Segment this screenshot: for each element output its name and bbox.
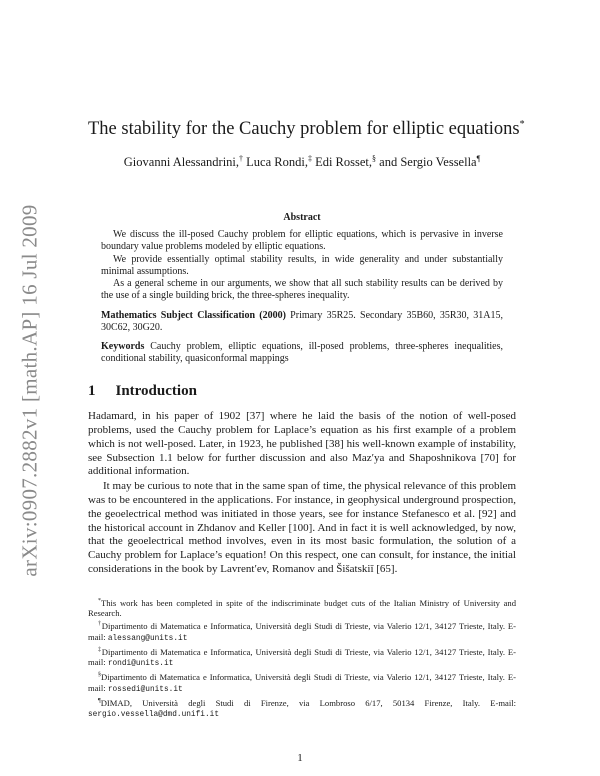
author-footnote-mark: ¶ [476, 154, 481, 164]
footnote-email[interactable]: alessang@units.it [107, 634, 188, 643]
footnote-mark: * [98, 598, 101, 604]
abstract [101, 229, 503, 365]
author-name: and Sergio Vessella [379, 155, 477, 170]
footnote-text: Dipartimento di Matematica e Informatica, Università degli Studi di Trieste, via Valerio 12/1, 34127 Trieste, Italy. E-mail: [88, 646, 517, 668]
author-footnote-mark: † [239, 154, 244, 164]
footnote-text: Dipartimento di Matematica e Informatica, Università degli Studi di Trieste, via Valerio 12/1, 34127 Trieste, Italy. E-mail: [88, 672, 516, 693]
footnote-mark: ¶ [98, 697, 101, 704]
title-footnote-mark: * [519, 118, 525, 130]
footnotes [88, 596, 516, 721]
footnote [88, 696, 516, 720]
footnote-text: Dipartimento di Matematica e Informatica, Università degli Studi di Trieste, via Valerio 12/1, 34127 Trieste, Italy. E-mail: [88, 621, 517, 642]
footnote [88, 670, 516, 694]
section-heading [88, 383, 516, 400]
author-list [88, 154, 516, 170]
keywords-label: Keywords [101, 341, 145, 353]
footnote [88, 645, 516, 669]
author-name: Giovanni Alessandrini, [123, 155, 240, 170]
abstract-paragraph: We provide essentially optimal stability results, in wide generality and under substantially minimal assumptions. [101, 253, 503, 277]
section-number: 1 [88, 383, 96, 400]
author-name: Edi Rosset, [315, 155, 373, 170]
section-title: Introduction [115, 383, 197, 400]
author-footnote-mark: § [372, 154, 377, 164]
paper-title-text: The stability for the Cauchy problem for elliptic equations [88, 119, 520, 139]
section-body [88, 410, 516, 577]
body-paragraph: Hadamard, in his paper of 1902 [37] where he laid the basis of the notion of well-posed problems, used the Cauchy problem for Laplace’s equation as his first example of a problem which is not well-posed. Later, in 1923, he published [38] his well-known example of instability, see Subsection 1.1 below for further discussion and also Maz′ya and Shaposhnikova [70] for additional information. [88, 410, 516, 478]
keywords-text: Cauchy problem, elliptic equations, ill-posed problems, three-spheres inequalities, conditional stability, quasiconformal mappings [101, 341, 503, 365]
author-name: Luca Rondi, [246, 155, 308, 170]
abstract-paragraph: As a general scheme in our arguments, we show that all such stability results can be derived by the use of a single building brick, the three-spheres inequality. [101, 277, 503, 301]
body-paragraph: It may be curious to note that in the same span of time, the physical relevance of this problem was to be encountered in the applications. For instance, in geophysical underground prospection, the geoelectrical method was initiated in those years, see for instance Stefanesco et al. [92] and the historical account in Zhdanov and Keller [100]. And in fact it is well acknowledged, by now, that the geoelectrical method involves, even in its most basic formulation, the solution of a Cauchy problem for Laplace’s equation! On this respect, one can consult, for instance, the initial considerations in the book by Lavrent′ev, Romanov and Šišatskiĭ [65]. [88, 480, 516, 576]
paper-title [88, 118, 525, 140]
footnote-mark: † [98, 621, 102, 628]
footnote-email[interactable]: rossedi@units.it [107, 685, 183, 694]
abstract-paragraph: We discuss the ill-posed Cauchy problem for elliptic equations, which is pervasive in inverse boundary value problems modeled by elliptic equations. [101, 229, 503, 253]
msc-text: Primary 35R25. Secondary 35B60, 35R30, 31A15, 30C62, 30G20. [101, 309, 504, 333]
footnote-mark: § [98, 672, 101, 679]
abstract-heading: Abstract [283, 212, 321, 224]
author-footnote-mark: ‡ [307, 154, 312, 164]
footnote-email[interactable]: rondi@units.it [107, 660, 174, 669]
paper-body [88, 118, 525, 577]
keywords [101, 341, 503, 365]
page-number: 1 [297, 752, 303, 764]
footnote-email[interactable]: sergio.vessella@dmd.unifi.it [88, 710, 220, 719]
msc-label: Mathematics Subject Classification (2000) [101, 309, 286, 321]
footnote [88, 619, 516, 643]
footnote [88, 596, 516, 618]
arxiv-stamp-text: arXiv:0907.2882v1 [math.AP] 16 Jul 2009 [17, 203, 42, 577]
footnote-text: This work has been completed in spite of the indiscriminate budget cuts of the Italian Ministry of University and Research. [88, 597, 516, 619]
footnote-mark: ‡ [98, 646, 102, 653]
msc-classification [101, 310, 503, 334]
footnote-text: DIMAD, Università degli Studi di Firenze, via Lombroso 6/17, 50134 Firenze, Italy. E-mail: [100, 697, 516, 708]
arxiv-stamp [10, 190, 50, 590]
